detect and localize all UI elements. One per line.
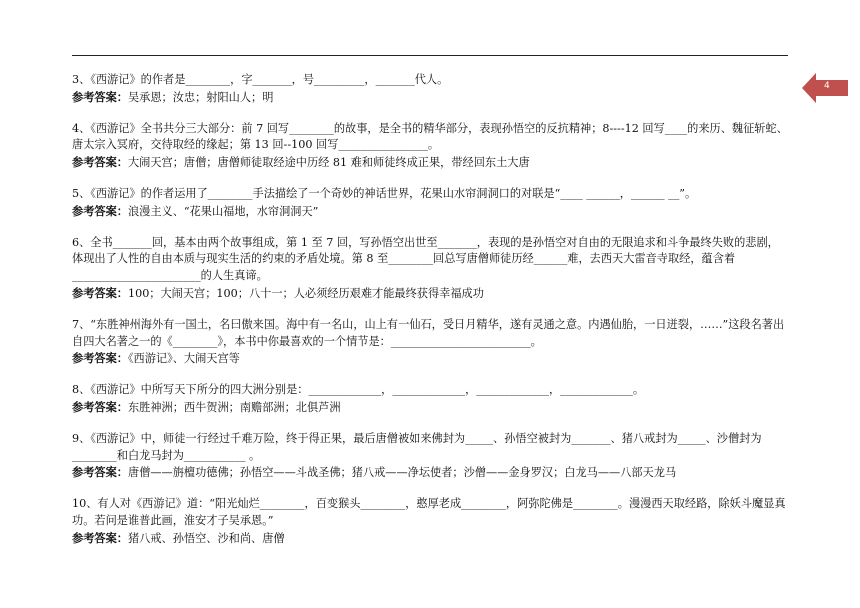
question-item: [72, 235, 788, 303]
answer-text: 大闹天宫；唐僧；唐僧师徒取经途中历经 81 难和师徒终成正果，带经回东土大唐: [127, 156, 530, 170]
answer-line: [72, 464, 788, 482]
question-text: 3、《西游记》的作者是________，字_______，号_________，_______代人。: [72, 73, 449, 86]
answer-label: 参考答案：: [72, 351, 128, 366]
answer-label: 参考答案：: [72, 465, 128, 480]
answer-line: [72, 350, 788, 368]
question-text: 5、《西游记》的作者运用了________手法描绘了一个奇妙的神话世界，花果山水帘洞洞口的对联是“____ ______，______ __”。: [72, 186, 697, 200]
page-number: 4: [824, 81, 830, 91]
question-item: [72, 431, 788, 482]
answer-line: [72, 285, 788, 303]
answer-label: 参考答案：: [72, 399, 128, 414]
answer-line: [72, 399, 788, 417]
answer-line: [72, 203, 788, 221]
answer-label: 参考答案：: [72, 89, 128, 104]
question-text: 4、《西游记》全书共分三大部分：前 7 回写________的故事，是全书的精华部分，表现孙悟空的反抗精神；8----12 回写____的来历、魏征斩蛇、唐太宗入冥府，交待取经的缘起；第 13 回--100 回写________________。: [72, 121, 788, 152]
answer-line: [72, 154, 788, 172]
question-text: 10、有人对《西游记》道：“阳光灿烂________，百变猴头________，憨厚老成________，阿弥陀佛是________。漫漫西天取经路，除妖斗魔显真功。若问是谁普此画，淮安才子吴承恩。”: [72, 497, 786, 527]
question-text: 6、全书_______回，基本由两个故事组成，第 1 至 7 回，写孙悟空出世至_______，表现的是孙悟空对自由的无限追求和斗争最终失败的悲剧，体现出了人性的自由本质与现实生活的约束的矛盾处境。第 8 至________回总写唐僧师徒历经______难，去西天大雷音寺取经，蕴含着_______________________的人生真谛。: [72, 235, 779, 283]
answer-line: [72, 530, 788, 548]
question-item: [72, 496, 788, 547]
question-item: [72, 186, 788, 221]
answer-text: 100；大闹天宫；100；八十一；人必须经历艰难才能最终获得幸福成功: [127, 286, 484, 300]
answer-text: 猪八戒、孙悟空、沙和尚、唐僧: [127, 531, 285, 545]
document-body: [72, 72, 788, 562]
answer-label: 参考答案：: [72, 285, 128, 300]
question-text: 8、《西游记》中所写天下所分的四大洲分别是：_____________，_____________，_____________，_____________。: [72, 383, 645, 397]
answer-label: 参考答案：: [72, 155, 128, 170]
answer-label: 参考答案：: [72, 530, 128, 545]
answer-text: 吴承恩；汝忠；射阳山人；明: [127, 90, 274, 104]
question-item: [72, 121, 788, 172]
answer-text: 东胜神洲；西牛贺洲；南赡部洲；北俱芦洲: [127, 400, 341, 414]
answer-text: 《西游记》、大闹天宫等: [127, 352, 240, 366]
question-item: [72, 72, 788, 107]
header-rule: [72, 55, 788, 56]
question-text: 7、“东胜神州海外有一国土，名曰傲来国。海中有一名山，山上有一仙石，受日月精华，遂有灵通之意。内遇仙胎，一日迸裂，……”这段名著出自四大名著之一的《________》，本书中你最喜欢的一个情节是：_________________________。: [72, 317, 785, 348]
question-text: 9、《西游记》中，师徒一行经过千难万险，终于得正果，最后唐僧被如来佛封为_____、孙悟空被封为_______、猪八戒封为_____、沙僧封为________和白龙马封为___________ 。: [72, 431, 762, 462]
question-item: [72, 382, 788, 417]
page-number-badge[interactable]: [802, 73, 848, 103]
answer-text: 浪漫主义、“花果山福地，水帘洞洞天”: [127, 204, 319, 218]
question-item: [72, 317, 788, 368]
answer-label: 参考答案：: [72, 203, 128, 218]
answer-line: [72, 89, 788, 107]
answer-text: 唐僧——旃檀功德佛；孙悟空——斗战圣佛；猪八戒——净坛使者；沙僧——金身罗汉；白龙马——八部天龙马: [127, 466, 677, 480]
